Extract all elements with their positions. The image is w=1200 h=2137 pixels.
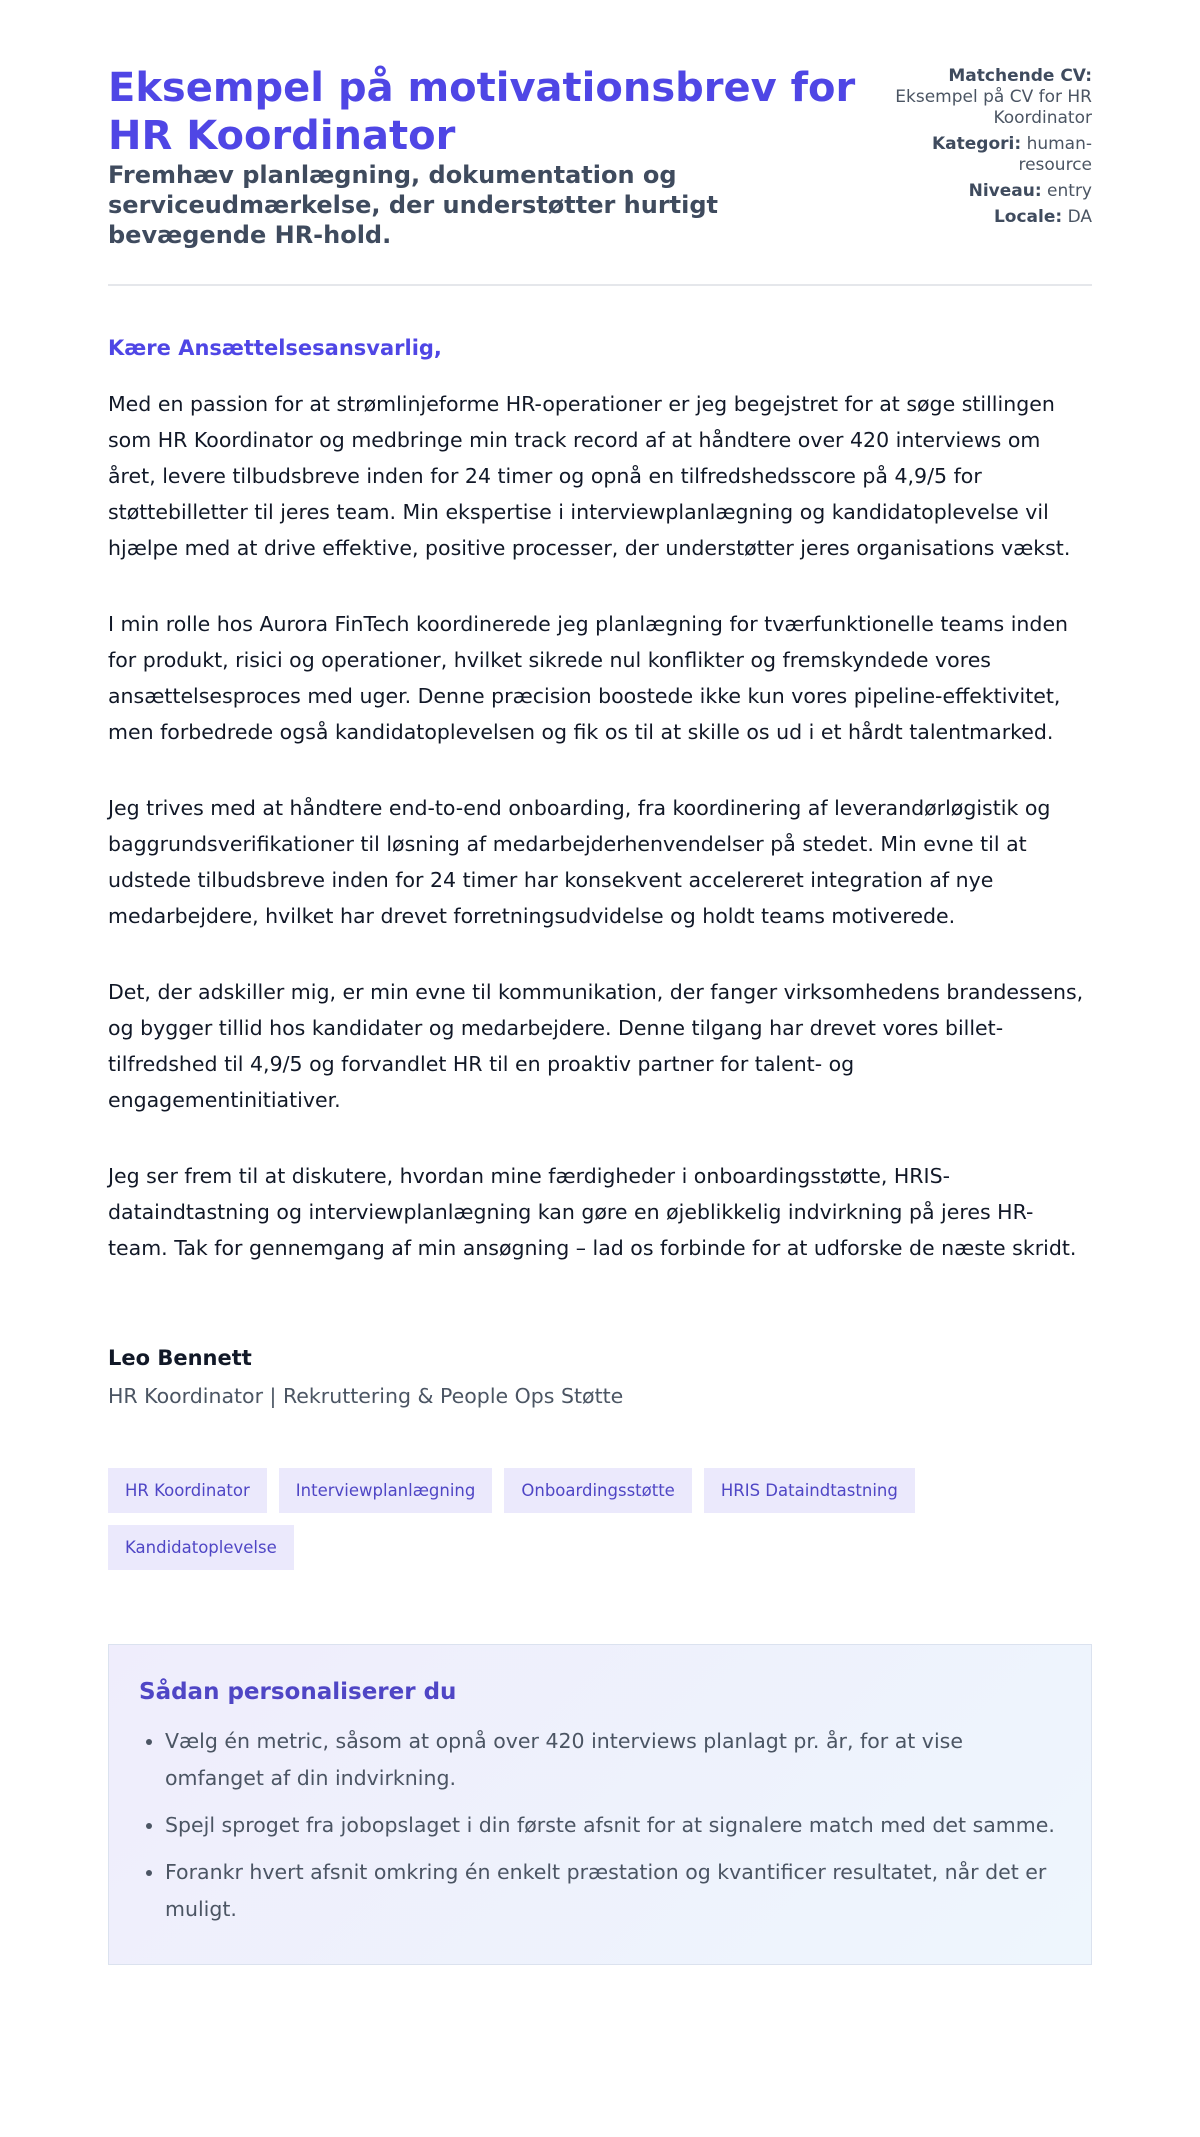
- skill-tags: [108, 1468, 1108, 1570]
- meta-level-value: entry: [1047, 181, 1092, 201]
- tip-item: • Vælg én metric, såsom at opnå over 420 interviews planlagt pr. år, for at vise omfanget af din indvirkning.: [165, 1723, 1061, 1797]
- meta-info: [872, 66, 1092, 233]
- letter-paragraph: Med en passion for at strømlinjeforme HR-operationer er jeg begejstret for at søge stillingen som HR Koordinator og medbringe min track record af at håndtere over 420 interviews om året, levere tilbudsbreve inden for 24 timer og opnå en tilfredshedsscore på 4,9/5 for støttebilletter til jeres team. Min ekspertise i interviewplanlægning og kandidatoplevelse vil hjælpe med at drive effektive, positive processer, der understøtter jeres organisations vækst.: [108, 392, 1071, 560]
- meta-locale-label: Locale:: [993, 207, 1063, 227]
- tips-title: Sådan personaliserer du: [139, 1679, 457, 1705]
- tips-list: [139, 1723, 1061, 1928]
- signature: [108, 1346, 1092, 1408]
- meta-matching-cv: [872, 66, 1092, 129]
- meta-locale-value: DA: [1067, 207, 1092, 227]
- letter-paragraph: Det, der adskiller mig, er min evne til kommunikation, der fanger virksomhedens brandessens, og bygger tillid hos kandidater og medarbejdere. Denne tilgang har drevet vores billet-tilfredshed til 4,9/5 og forvandlet HR til en proaktiv partner for talent- og engagementinitiativer.: [108, 980, 1084, 1112]
- page-title: Eksempel på motivationsbrev for HR Koordinator: [108, 65, 856, 159]
- skill-tag: Onboardingsstøtte: [504, 1468, 691, 1513]
- page-header: [108, 64, 1092, 286]
- meta-locale: [872, 207, 1092, 228]
- skill-tag: Kandidatoplevelse: [108, 1525, 294, 1570]
- meta-level: [872, 181, 1092, 202]
- letter-paragraph: Jeg trives med at håndtere end-to-end onboarding, fra koordinering af leverandørløgistik og baggrundsverifikationer til løsning af medarbejderhenvendelser på stedet. Min evne til at udstede tilbudsbreve inden for 24 timer har konsekvent accelereret integration af nye medarbejdere, hvilket har drevet forretningsudvidelse og holdt teams motiverede.: [108, 796, 1051, 928]
- signature-title: HR Koordinator | Rekruttering & People Ops Støtte: [108, 1384, 624, 1408]
- letter-paragraph: I min rolle hos Aurora FinTech koordinerede jeg planlægning for tværfunktionelle teams inden for produkt, risici og operationer, hvilket sikrede nul konflikter og fremskyndede vores ansættelsesproces med uger. Denne præcision boostede ikke kun vores pipeline-effektivitet, men forbedrede også kandidatoplevelsen og fik os til at skille os ud i et hårdt talentmarked.: [108, 612, 1069, 744]
- meta-matching-cv-label: Matchende CV:: [948, 66, 1092, 86]
- meta-category-value: human-resource: [1018, 134, 1092, 175]
- letter-paragraph: Jeg ser frem til at diskutere, hvordan mine færdigheder i onboardingsstøtte, HRIS-dataindtastning og interviewplanlægning kan gøre en øjeblikkelig indvirkning på jeres HR-team. Tak for gennemgang af min ansøgning – lad os forbinde for at udforske de næste skridt.: [108, 1164, 1077, 1260]
- skill-tag: Interviewplanlægning: [279, 1468, 493, 1513]
- salutation: Kære Ansættelsesansvarlig,: [108, 336, 442, 360]
- meta-category-label: Kategori:: [931, 134, 1022, 154]
- tip-item: • Spejl sproget fra jobopslaget i din første afsnit for at signalere match med det samme.: [165, 1807, 1061, 1844]
- letter-body: [108, 336, 1092, 1266]
- meta-matching-cv-value: Eksempel på CV for HR Koordinator: [895, 87, 1092, 128]
- skill-tag: HR Koordinator: [108, 1468, 267, 1513]
- personalization-tips: [108, 1644, 1092, 1965]
- header-titles: [108, 64, 868, 250]
- skill-tag: HRIS Dataindtastning: [704, 1468, 915, 1513]
- meta-level-label: Niveau:: [968, 181, 1042, 201]
- tip-item: • Forankr hvert afsnit omkring én enkelt præstation og kvantificer resultatet, når det er muligt.: [165, 1854, 1061, 1928]
- signature-name: Leo Bennett: [108, 1346, 252, 1370]
- page-subtitle: Fremhæv planlægning, dokumentation og serviceudmærkelse, der understøtter hurtigt bevægende HR-hold.: [108, 161, 719, 249]
- meta-category: [872, 134, 1092, 176]
